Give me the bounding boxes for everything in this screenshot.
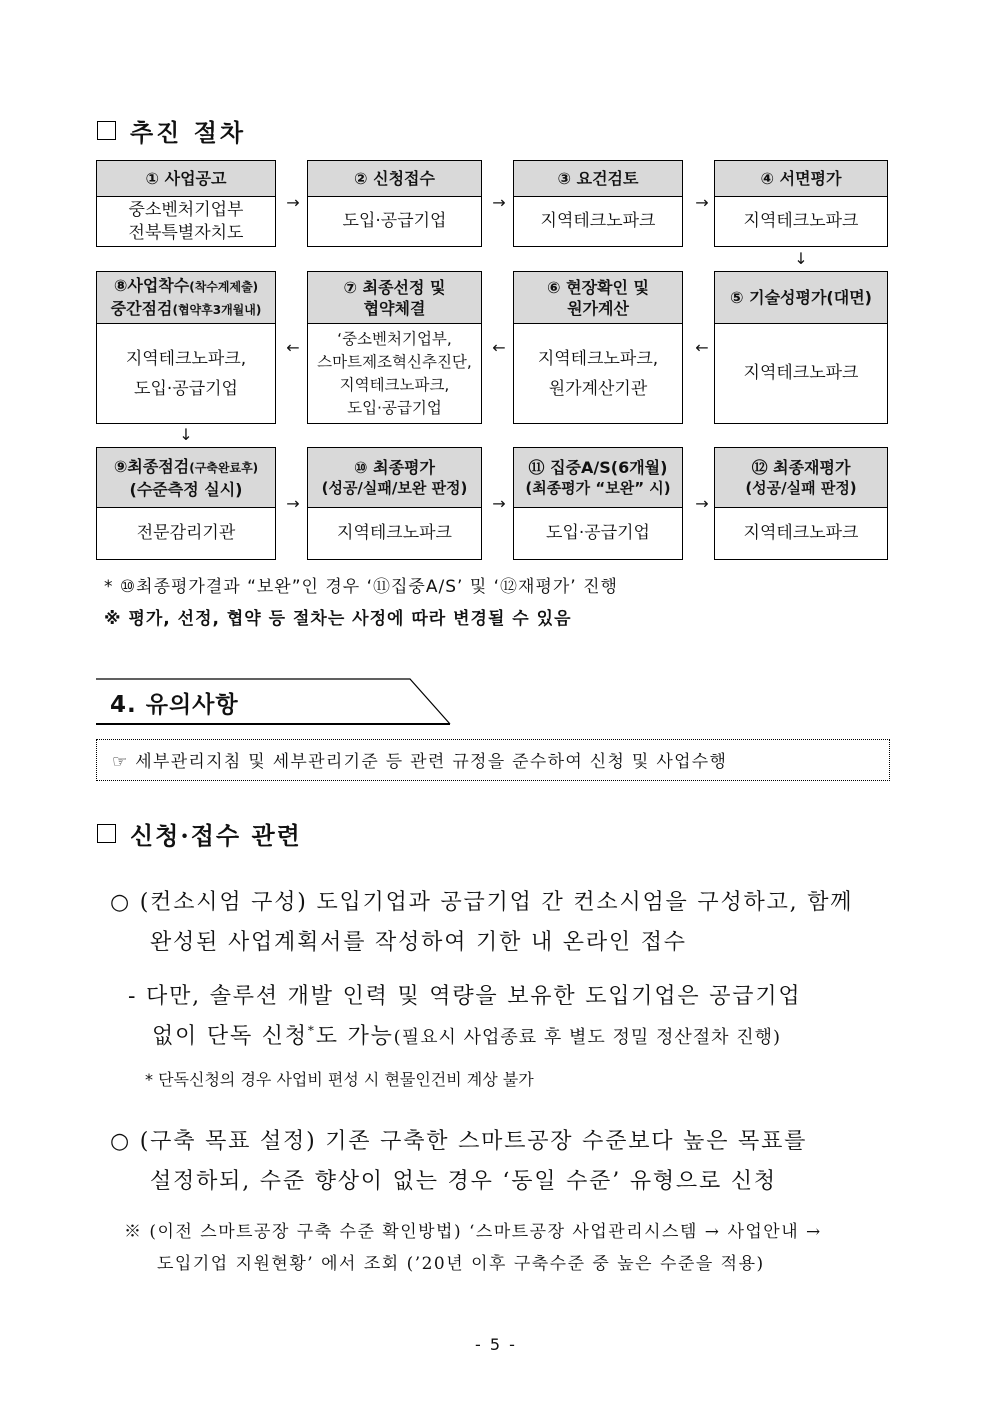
arrow-right-icon: → [492,494,506,513]
flow-footnote: * ⑩최종평가결과 “보완”인 경우 ‘⑪집중A/S’ 및 ‘⑫재평가’ 진행 [104,577,618,597]
flow-step-head-note: (구축완료후) [189,460,259,475]
flow-step-body-line: 전문감리기관 [136,523,236,543]
flow-step-body-line: 지역테크노파크 [743,523,859,543]
flow-step-2 [307,160,482,247]
arrow-down-icon: ↓ [179,425,193,444]
dash-item-line2 [152,1019,781,1050]
arrow-right-icon: → [492,193,506,212]
flow-step-body-line: 지역테크노파크 [743,211,859,231]
flow-step-10 [307,447,482,560]
bullet-consortium-line2: 완성된 사업계획서를 작성하여 기한 내 온라인 접수 [150,930,687,955]
flow-step-1 [96,160,276,247]
arrow-down-icon: ↓ [794,249,808,268]
flow-step-11 [513,447,683,560]
arrow-right-icon: → [695,494,709,513]
reference-note-line2: 도입기업 지원현황’ 에서 조회 (’20년 이후 구축수준 중 높은 수준을 적용) [157,1254,765,1274]
flow-step-head: ⑫ 최종재평가 [751,457,851,477]
flow-step-8 [96,271,276,424]
arrow-left-icon: ← [492,338,506,357]
flow-step-head-note: (협약후3개월내) [172,302,262,317]
arrow-left-icon: ← [286,338,300,357]
arrow-right-icon: → [286,193,300,212]
flow-step-body-line: 도입·공급기업 [134,378,238,399]
flow-step-body-line: 중소벤처기업부 [128,199,244,220]
flow-step-head: ⑪ 집중A/S(6개월) [528,457,668,477]
flow-step-9 [96,447,276,560]
dash-item-text: 도 가능 [315,1024,394,1049]
flow-step-body-line: 도입·공급기업 [347,398,442,417]
flow-step-head: ⑤ 기술성평가(대면) [715,272,887,324]
flow-step-head: ⑩ 최종평가 [354,457,435,477]
arrow-right-icon: → [286,494,300,513]
dash-item-text: 없이 단독 신청 [152,1024,308,1049]
flow-step-4 [714,160,888,247]
arrow-right-icon: → [695,193,709,212]
flow-step-head: ⑦ 최종선정 및 [343,277,446,297]
dash-item-paren: (필요시 사업종료 후 별도 정밀 정산절차 진행) [393,1027,782,1048]
bullet-target-line2: 설정하되, 수준 향상이 없는 경우 ‘동일 수준’ 유형으로 신청 [150,1169,777,1194]
bullet-consortium-line1: ○ (컨소시엄 구성) 도입기업과 공급기업 간 컨소시엄을 구성하고, 함께 [110,890,854,915]
section-checkbox-icon [97,824,116,843]
flow-step-head: ⑥ 현장확인 및 [547,277,649,297]
section-checkbox-icon [97,121,116,140]
flow-step-head: 원가계산 [567,298,629,318]
flow-step-head: ③ 요건검토 [514,161,682,197]
flow-step-head: (성공/실패/보완 판정) [321,478,468,497]
flow-step-body-line: 지역테크노파크 [743,363,859,383]
flow-step-body-line: 지역테크노파크, [339,375,450,394]
flow-step-head: ④ 서면평가 [715,161,887,197]
flow-step-head: 협약체결 [363,298,426,318]
section-title-notes: 4. 유의사항 [110,692,239,718]
flow-step-head: ⑧사업착수 [113,275,190,295]
reference-note-line1: ※ (이전 스마트공장 구축 수준 확인방법) ‘스마트공장 사업관리시스템 → 사업안내 → [124,1222,822,1242]
flow-step-head: ② 신청접수 [308,161,481,197]
flow-step-body-line: 도입·공급기업 [546,523,650,543]
arrow-left-icon: ← [695,338,709,357]
flow-step-body-line: 전북특별자치도 [128,222,244,243]
footnote-marker: * [307,1023,316,1038]
flow-step-12 [714,447,888,560]
flow-step-head: ① 사업공고 [97,161,275,197]
flow-step-head: ⑨최종점검 [113,456,190,476]
bullet-target-line1: ○ (구축 목표 설정) 기존 구축한 스마트공장 수준보다 높은 목표를 [110,1129,808,1154]
dash-item-line1: - 다만, 솔루션 개발 인력 및 역량을 보유한 도입기업은 공급기업 [128,984,802,1009]
flow-step-head: (성공/실패 판정) [745,478,857,497]
flow-step-6 [513,271,683,424]
flow-step-body-line: 스마트제조혁신추진단, [317,352,472,371]
flow-step-head: (수준측정 실시) [129,479,243,499]
flow-step-body-line: 지역테크노파크 [540,211,656,231]
flow-step-body-line: 원가계산기관 [548,378,648,399]
page-number: - 5 - [475,1335,517,1354]
footnote-text: * 단독신청의 경우 사업비 편성 시 현물인건비 계상 불가 [145,1070,534,1089]
notice-text: ☞ 세부관리지침 및 세부관리기준 등 관련 규정을 준수하여 신청 및 사업수행 [112,752,728,772]
flow-step-head: 중간점검 [110,298,173,318]
flow-step-head-note: (착수계제출) [189,279,259,294]
flow-step-body-line: 도입·공급기업 [342,211,447,231]
flow-step-body-line: 지역테크노파크, [125,348,247,369]
flow-step-body-line: 지역테크노파크, [537,348,659,369]
flow-step-5 [714,271,888,424]
flow-step-body-line: 지역테크노파크 [337,523,452,543]
flow-step-body-line: ‘중소벤처기업부, [337,329,452,348]
flow-step-head: (최종평가 “보완” 시) [525,478,671,497]
flow-step-3 [513,160,683,247]
section-title-application: 신청·접수 관련 [130,821,302,850]
section-title-procedure: 추진 절차 [130,118,247,147]
flow-warning-note: ※ 평가, 선정, 협약 등 절차는 사정에 따라 변경될 수 있음 [104,609,572,629]
flow-step-7 [307,271,482,424]
